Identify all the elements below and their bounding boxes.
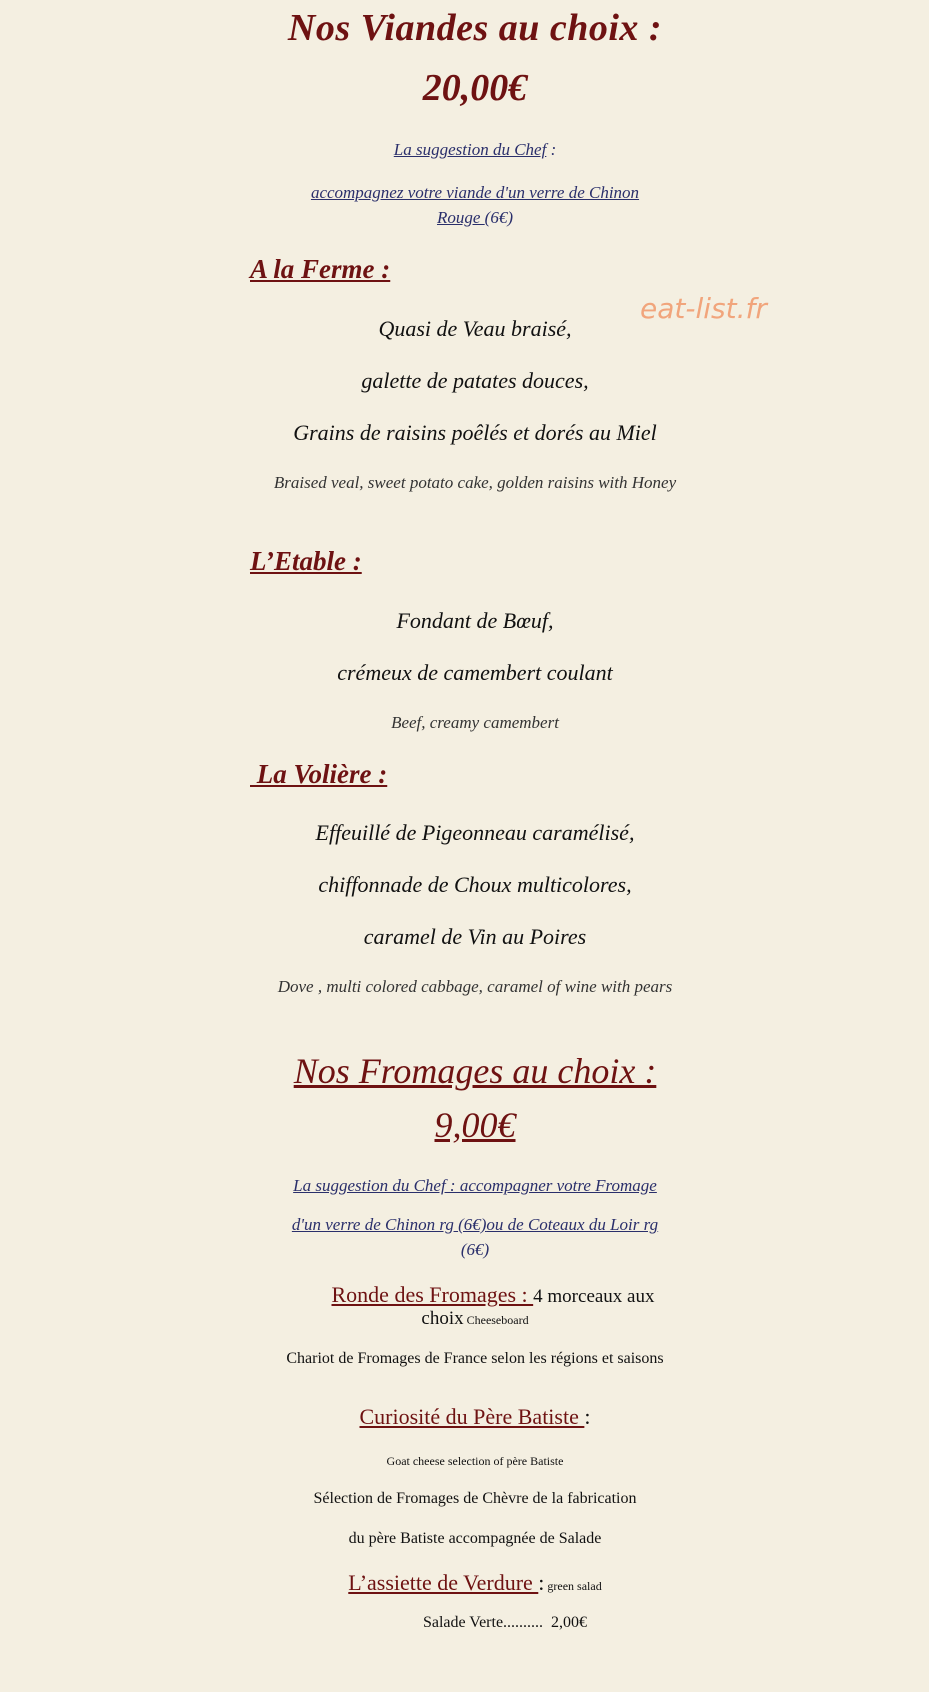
- curiosite-line: du père Batiste accompagnée de Salade: [348, 1530, 602, 1547]
- section-heading-etable: L’Etable :: [250, 546, 362, 576]
- ferme-dish-line: Quasi de Veau braisé,: [378, 316, 572, 341]
- viandes-title: Nos Viandes au choix :: [287, 7, 663, 49]
- viandes-price: 20,00€: [422, 67, 528, 109]
- section-heading-ferme: A la Ferme :: [250, 254, 391, 284]
- etable-dish-line: crémeux de camembert coulant: [337, 660, 613, 685]
- ronde-english: Cheeseboard: [463, 1313, 529, 1327]
- suggestion-line2-price: (6€): [484, 208, 513, 227]
- voliere-english: Dove , multi colored cabbage, caramel of wine with pears: [277, 977, 673, 996]
- verdure-item: Salade Verte.......... 2,00€: [422, 1614, 588, 1631]
- ronde-text2: choix: [421, 1308, 464, 1329]
- voliere-dish-line: Effeuillé de Pigeonneau caramélisé,: [315, 820, 635, 845]
- etable-english: Beef, creamy camembert: [391, 713, 559, 732]
- ferme-english: Braised veal, sweet potato cake, golden raisins with Honey: [273, 473, 677, 492]
- fromages-title: Nos Fromages au choix :: [293, 1051, 657, 1091]
- curiosite-heading: Curiosité du Père Batiste: [359, 1404, 585, 1429]
- ronde-text: 4 morceaux aux: [533, 1286, 655, 1307]
- fromages-suggestion-link[interactable]: La suggestion du Chef : accompagner votre Fromage: [293, 1176, 657, 1195]
- ronde-heading-line: [250, 1282, 700, 1308]
- curiosite-colon: :: [584, 1404, 591, 1429]
- suggestion-line1-link[interactable]: accompagnez votre viande d'un verre de Chinon: [310, 183, 640, 202]
- ronde-heading: Ronde des Fromages :: [331, 1282, 534, 1307]
- fromages-suggestion-line1: [250, 1176, 700, 1196]
- voliere-dish-line: chiffonnade de Choux multicolores,: [318, 872, 632, 897]
- verdure-colon: :: [538, 1570, 545, 1595]
- verdure-heading-line: [250, 1570, 700, 1596]
- fromages-suggestion-link-chinon[interactable]: d'un verre de Chinon rg: [291, 1215, 459, 1234]
- section-heading-voliere: La Volière :: [250, 759, 388, 789]
- fromages-suggestion-line2: [250, 1215, 700, 1235]
- curiosite-english: Goat cheese selection of père Batiste: [386, 1454, 564, 1468]
- watermark-text: eat-list.fr: [640, 292, 767, 325]
- viandes-suggestion-line2: [250, 208, 700, 228]
- fromages-suggestion-line3: (6€): [460, 1240, 490, 1259]
- curiosite-heading-line: [250, 1404, 700, 1430]
- ferme-dish-line: galette de patates douces,: [361, 368, 589, 393]
- viandes-suggestion: [250, 140, 700, 160]
- viandes-suggestion-line1: [250, 183, 700, 203]
- fromages-suggestion-price-1[interactable]: (6€): [458, 1215, 487, 1234]
- verdure-heading: L’assiette de Verdure: [348, 1570, 539, 1595]
- etable-dish-line: Fondant de Bœuf,: [396, 608, 554, 633]
- suggestion-line2-link[interactable]: Rouge: [436, 208, 485, 227]
- ferme-dish-line: Grains de raisins poêlés et dorés au Miel: [293, 420, 657, 445]
- voliere-dish-line: caramel de Vin au Poires: [363, 924, 587, 949]
- ronde-line2: [250, 1308, 700, 1330]
- fromages-price: 9,00€: [434, 1105, 516, 1145]
- ronde-desc: Chariot de Fromages de France selon les régions et saisons: [286, 1350, 664, 1367]
- curiosite-line: Sélection de Fromages de Chèvre de la fabrication: [313, 1490, 637, 1507]
- suggestion-colon: :: [546, 140, 557, 159]
- suggestion-link[interactable]: La suggestion du Chef: [393, 140, 547, 159]
- fromages-suggestion-link-coteaux[interactable]: ou de Coteaux du Loir rg: [486, 1215, 659, 1234]
- verdure-english: green salad: [544, 1579, 602, 1593]
